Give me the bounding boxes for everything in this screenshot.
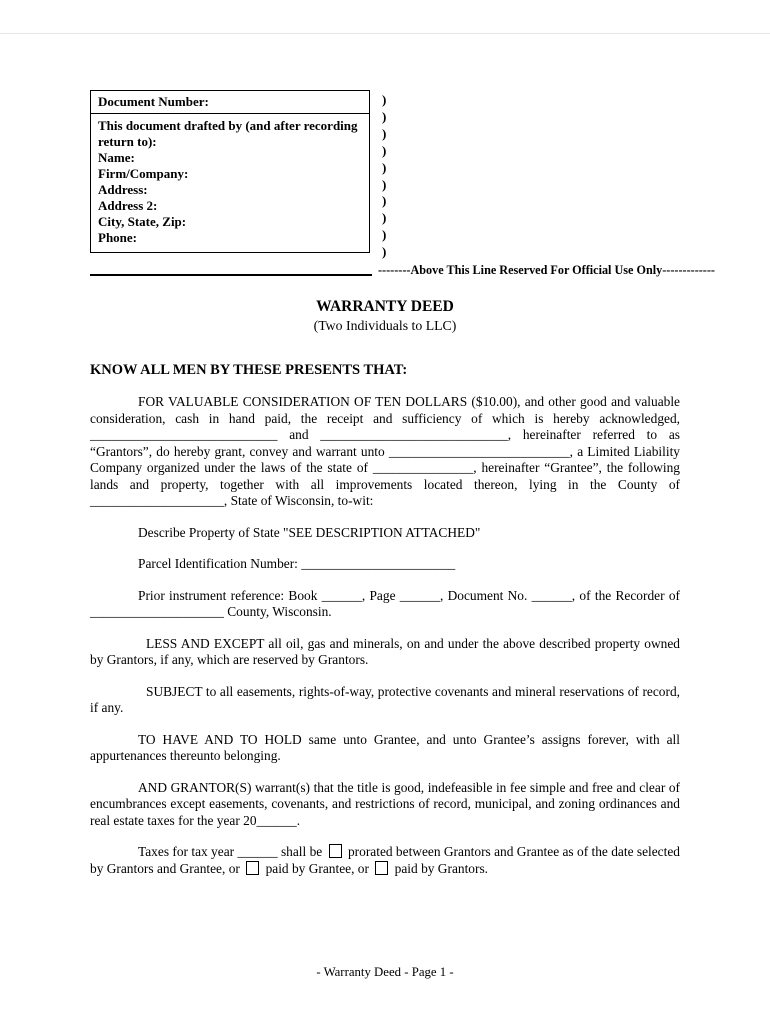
official-use-line bbox=[90, 274, 372, 276]
document-number-label: Document Number: bbox=[98, 94, 209, 109]
official-use-note: --------Above This Line Reserved For Official Use Only------------- bbox=[378, 263, 715, 277]
describe-property-line: Describe Property of State "SEE DESCRIPTION ATTACHED" bbox=[138, 524, 481, 540]
paid-by-grantee-checkbox[interactable] bbox=[246, 861, 259, 875]
name-field-label: Name: bbox=[98, 150, 135, 165]
phone-field-label: Phone: bbox=[98, 230, 137, 245]
habendum-paragraph: TO HAVE AND TO HOLD same unto Grantee, and unto Grantee’s assigns forever, with all appurtenances thereunto belonging. bbox=[90, 731, 680, 763]
drafted-by-box bbox=[90, 113, 370, 253]
subject-to-paragraph: SUBJECT to all easements, rights-of-way, protective covenants and mineral reservations of record, if any. bbox=[90, 683, 680, 715]
opening-heading: KNOW ALL MEN BY THESE PRESENTS THAT: bbox=[90, 362, 408, 378]
warranty-paragraph: AND GRANTOR(S) warrant(s) that the title is good, indefeasible in fee simple and free and clear of encumbrances except easements, covenants, and restrictions of record, municipal, and zoning ordinances and real estate taxes for the year 20______. bbox=[90, 779, 680, 828]
address2-field-label: Address 2: bbox=[98, 198, 158, 213]
paren-mark: ) bbox=[382, 125, 387, 141]
page-top-divider bbox=[0, 33, 770, 34]
parcel-id-line: Parcel Identification Number: _______________________ bbox=[138, 556, 456, 571]
drafted-by-label: This document drafted by (and after recording return to): bbox=[98, 118, 358, 149]
tax-clause-paragraph bbox=[90, 844, 680, 877]
prior-reference-paragraph: Prior instrument reference: Book ______, Page ______, Document No. ______, of the Recorder of ____________________ County, Wisconsin. bbox=[90, 587, 680, 619]
paren-mark: ) bbox=[382, 176, 387, 192]
document-subtitle: (Two Individuals to LLC) bbox=[313, 318, 457, 333]
paren-column bbox=[382, 92, 386, 261]
paid-by-grantee-label: paid by Grantee, or bbox=[265, 860, 369, 876]
paren-mark: ) bbox=[382, 142, 387, 158]
paren-mark: ) bbox=[382, 193, 387, 209]
paid-by-grantors-label: paid by Grantors. bbox=[394, 860, 489, 876]
document-number-box bbox=[90, 90, 370, 114]
paren-mark: ) bbox=[382, 159, 387, 175]
paren-mark: ) bbox=[382, 227, 387, 243]
paid-by-grantors-checkbox[interactable] bbox=[375, 861, 388, 875]
less-except-paragraph: LESS AND EXCEPT all oil, gas and minerals, on and under the above described property owned by Grantors, if any, which are reserved by Grantors. bbox=[90, 635, 680, 667]
consideration-paragraph: FOR VALUABLE CONSIDERATION OF TEN DOLLARS ($10.00), and other good and valuable consideration, cash in hand paid, the receipt and sufficiency of which is hereby acknowledged, ____________________________ and ____________________________, hereinafter referred to as “Grantors”, do hereby grant, convey and warrant unto ___________________________, a Limited Liability Company organized under the laws of the state of _______________, hereinafter “Grantee”, the following lands and property, together with all improvements located thereon, lying in the County of ____________________, State of Wisconsin, to-wit: bbox=[90, 394, 680, 508]
address-field-label: Address: bbox=[98, 182, 148, 197]
city-state-zip-field-label: City, State, Zip: bbox=[98, 214, 187, 229]
official-use-row bbox=[90, 262, 715, 282]
paren-mark: ) bbox=[382, 108, 387, 124]
document-content bbox=[90, 90, 715, 877]
page-footer: - Warranty Deed - Page 1 - bbox=[316, 965, 454, 979]
paren-mark: ) bbox=[382, 210, 387, 226]
prorated-checkbox[interactable] bbox=[329, 844, 342, 858]
paren-mark: ) bbox=[382, 244, 387, 260]
recording-header-block bbox=[90, 90, 680, 260]
firm-company-field-label: Firm/Company: bbox=[98, 166, 189, 181]
tax-clause-text: Taxes for tax year ______ shall be bbox=[138, 844, 323, 859]
document-title: WARRANTY DEED bbox=[316, 298, 454, 315]
paren-mark: ) bbox=[382, 92, 387, 107]
prorated-label: prorated between Grantors and Grantee as of the date selected by Grantors and Grantee, or bbox=[90, 844, 680, 876]
